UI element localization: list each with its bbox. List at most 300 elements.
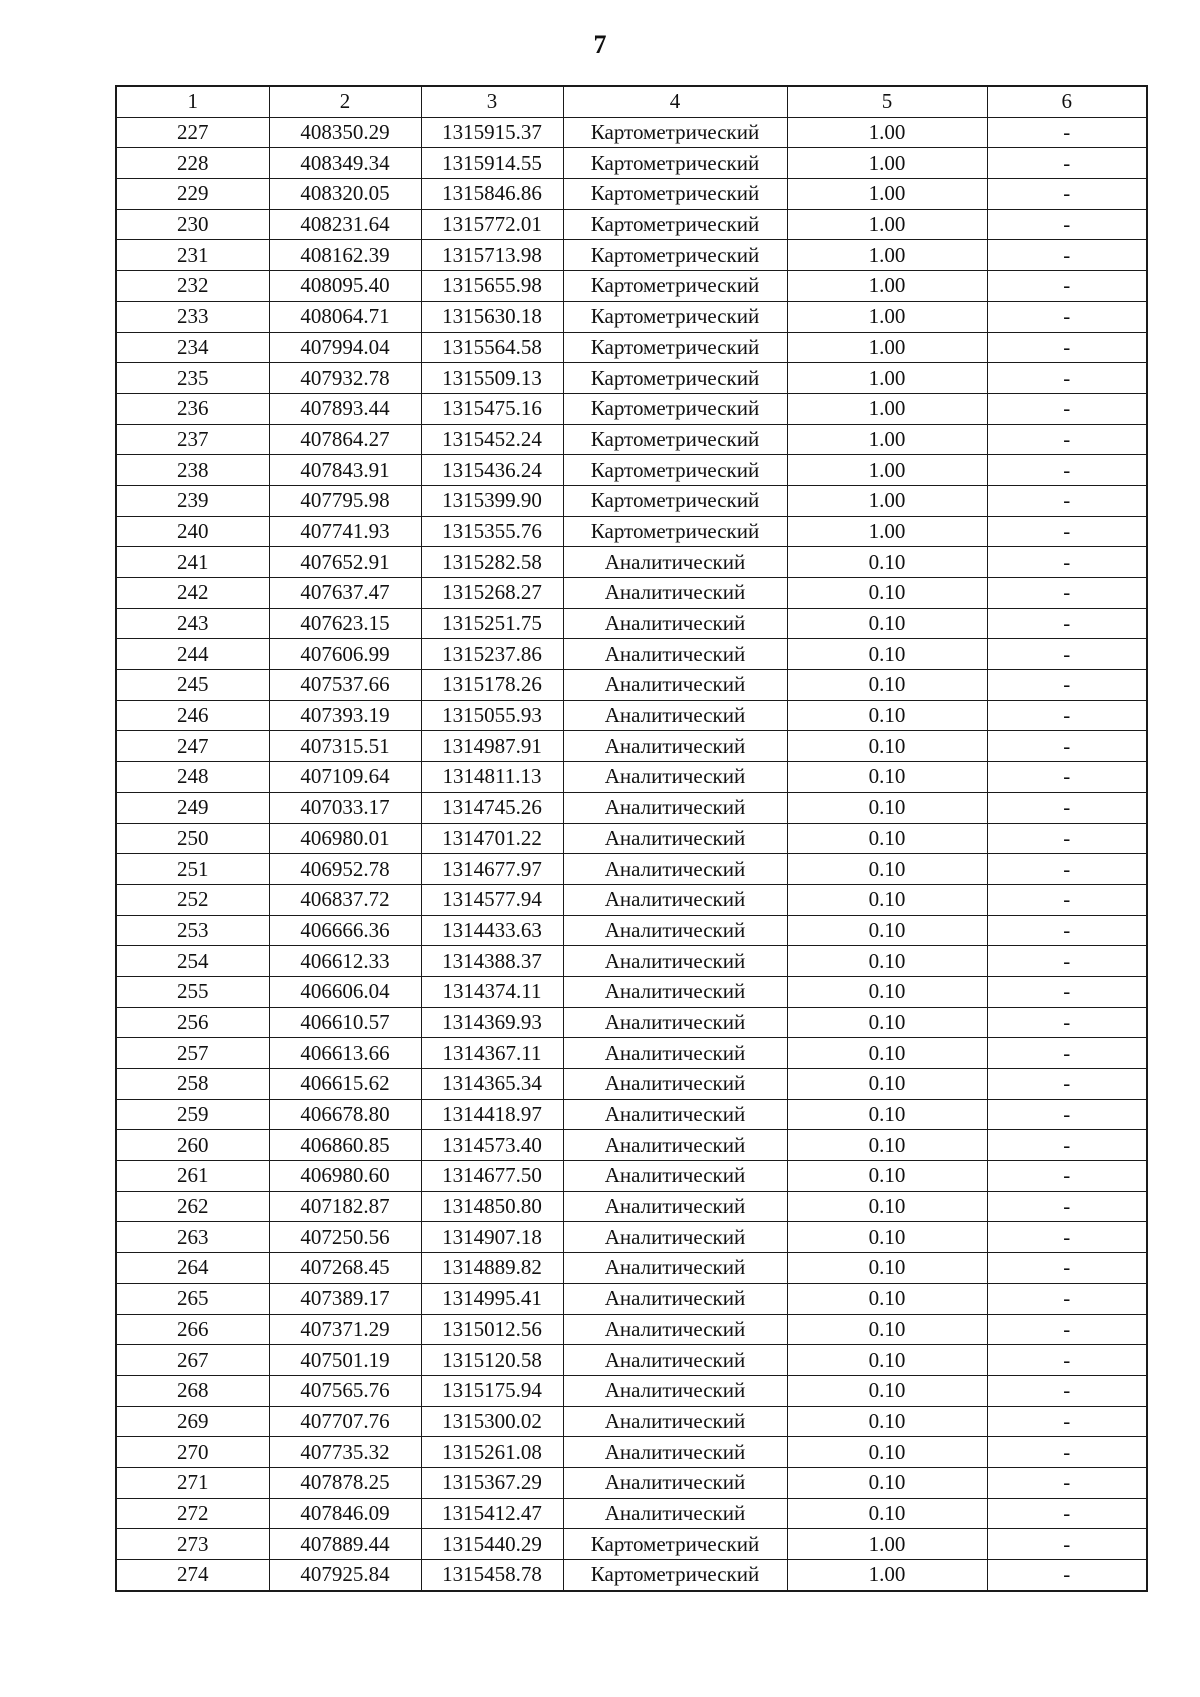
note-cell: - bbox=[987, 946, 1147, 977]
note-cell: - bbox=[987, 516, 1147, 547]
y-coordinate-cell: 1314907.18 bbox=[421, 1222, 563, 1253]
accuracy-cell: 0.10 bbox=[787, 1283, 987, 1314]
x-coordinate-cell: 407268.45 bbox=[269, 1253, 421, 1284]
accuracy-cell: 0.10 bbox=[787, 946, 987, 977]
y-coordinate-cell: 1315458.78 bbox=[421, 1560, 563, 1591]
method-cell: Аналитический bbox=[563, 1406, 787, 1437]
point-number-cell: 249 bbox=[116, 792, 269, 823]
accuracy-cell: 1.00 bbox=[787, 332, 987, 363]
note-cell: - bbox=[987, 117, 1147, 148]
note-cell: - bbox=[987, 1406, 1147, 1437]
point-number-cell: 230 bbox=[116, 209, 269, 240]
x-coordinate-cell: 408350.29 bbox=[269, 117, 421, 148]
point-number-cell: 233 bbox=[116, 301, 269, 332]
point-number-cell: 239 bbox=[116, 485, 269, 516]
accuracy-cell: 0.10 bbox=[787, 1375, 987, 1406]
note-cell: - bbox=[987, 547, 1147, 578]
note-cell: - bbox=[987, 1498, 1147, 1529]
method-cell: Аналитический bbox=[563, 915, 787, 946]
y-coordinate-cell: 1315282.58 bbox=[421, 547, 563, 578]
point-number-cell: 238 bbox=[116, 455, 269, 486]
note-cell: - bbox=[987, 301, 1147, 332]
accuracy-cell: 0.10 bbox=[787, 1253, 987, 1284]
y-coordinate-cell: 1314367.11 bbox=[421, 1038, 563, 1069]
note-cell: - bbox=[987, 424, 1147, 455]
method-cell: Картометрический bbox=[563, 209, 787, 240]
point-number-cell: 272 bbox=[116, 1498, 269, 1529]
y-coordinate-cell: 1314365.34 bbox=[421, 1069, 563, 1100]
point-number-cell: 234 bbox=[116, 332, 269, 363]
point-number-cell: 259 bbox=[116, 1099, 269, 1130]
method-cell: Картометрический bbox=[563, 148, 787, 179]
table-row bbox=[116, 1345, 1147, 1376]
method-cell: Аналитический bbox=[563, 1345, 787, 1376]
table-header-row bbox=[116, 86, 1147, 117]
point-number-cell: 236 bbox=[116, 393, 269, 424]
table-row bbox=[116, 1253, 1147, 1284]
accuracy-cell: 0.10 bbox=[787, 1161, 987, 1192]
y-coordinate-cell: 1314701.22 bbox=[421, 823, 563, 854]
x-coordinate-cell: 406606.04 bbox=[269, 976, 421, 1007]
x-coordinate-cell: 407878.25 bbox=[269, 1467, 421, 1498]
x-coordinate-cell: 407315.51 bbox=[269, 731, 421, 762]
y-coordinate-cell: 1315175.94 bbox=[421, 1375, 563, 1406]
x-coordinate-cell: 407182.87 bbox=[269, 1191, 421, 1222]
table-row bbox=[116, 1099, 1147, 1130]
method-cell: Аналитический bbox=[563, 1253, 787, 1284]
accuracy-cell: 0.10 bbox=[787, 762, 987, 793]
table-row bbox=[116, 1222, 1147, 1253]
y-coordinate-cell: 1315412.47 bbox=[421, 1498, 563, 1529]
y-coordinate-cell: 1315261.08 bbox=[421, 1437, 563, 1468]
x-coordinate-cell: 407389.17 bbox=[269, 1283, 421, 1314]
note-cell: - bbox=[987, 1099, 1147, 1130]
point-number-cell: 243 bbox=[116, 608, 269, 639]
accuracy-cell: 0.10 bbox=[787, 1099, 987, 1130]
method-cell: Аналитический bbox=[563, 1069, 787, 1100]
point-number-cell: 265 bbox=[116, 1283, 269, 1314]
note-cell: - bbox=[987, 854, 1147, 885]
y-coordinate-cell: 1314388.37 bbox=[421, 946, 563, 977]
method-cell: Аналитический bbox=[563, 762, 787, 793]
point-number-cell: 266 bbox=[116, 1314, 269, 1345]
y-coordinate-cell: 1315120.58 bbox=[421, 1345, 563, 1376]
table-row bbox=[116, 578, 1147, 609]
accuracy-cell: 1.00 bbox=[787, 516, 987, 547]
table-row bbox=[116, 1161, 1147, 1192]
method-cell: Аналитический bbox=[563, 884, 787, 915]
column-header-5: 5 bbox=[787, 86, 987, 117]
note-cell: - bbox=[987, 578, 1147, 609]
y-coordinate-cell: 1314889.82 bbox=[421, 1253, 563, 1284]
note-cell: - bbox=[987, 608, 1147, 639]
point-number-cell: 253 bbox=[116, 915, 269, 946]
x-coordinate-cell: 406666.36 bbox=[269, 915, 421, 946]
point-number-cell: 262 bbox=[116, 1191, 269, 1222]
note-cell: - bbox=[987, 240, 1147, 271]
y-coordinate-cell: 1315915.37 bbox=[421, 117, 563, 148]
table-row bbox=[116, 762, 1147, 793]
accuracy-cell: 0.10 bbox=[787, 1069, 987, 1100]
y-coordinate-cell: 1315012.56 bbox=[421, 1314, 563, 1345]
method-cell: Аналитический bbox=[563, 1099, 787, 1130]
accuracy-cell: 1.00 bbox=[787, 240, 987, 271]
method-cell: Аналитический bbox=[563, 1222, 787, 1253]
method-cell: Картометрический bbox=[563, 117, 787, 148]
y-coordinate-cell: 1315399.90 bbox=[421, 485, 563, 516]
y-coordinate-cell: 1314577.94 bbox=[421, 884, 563, 915]
point-number-cell: 255 bbox=[116, 976, 269, 1007]
y-coordinate-cell: 1314987.91 bbox=[421, 731, 563, 762]
method-cell: Аналитический bbox=[563, 578, 787, 609]
table-row bbox=[116, 363, 1147, 394]
note-cell: - bbox=[987, 1375, 1147, 1406]
note-cell: - bbox=[987, 1529, 1147, 1560]
x-coordinate-cell: 407501.19 bbox=[269, 1345, 421, 1376]
point-number-cell: 241 bbox=[116, 547, 269, 578]
x-coordinate-cell: 407250.56 bbox=[269, 1222, 421, 1253]
method-cell: Аналитический bbox=[563, 1283, 787, 1314]
x-coordinate-cell: 407623.15 bbox=[269, 608, 421, 639]
table-row bbox=[116, 117, 1147, 148]
accuracy-cell: 0.10 bbox=[787, 1314, 987, 1345]
note-cell: - bbox=[987, 639, 1147, 670]
method-cell: Аналитический bbox=[563, 976, 787, 1007]
accuracy-cell: 0.10 bbox=[787, 547, 987, 578]
x-coordinate-cell: 408162.39 bbox=[269, 240, 421, 271]
x-coordinate-cell: 407735.32 bbox=[269, 1437, 421, 1468]
y-coordinate-cell: 1315630.18 bbox=[421, 301, 563, 332]
x-coordinate-cell: 406980.60 bbox=[269, 1161, 421, 1192]
x-coordinate-cell: 408095.40 bbox=[269, 271, 421, 302]
table-row bbox=[116, 854, 1147, 885]
note-cell: - bbox=[987, 792, 1147, 823]
note-cell: - bbox=[987, 884, 1147, 915]
x-coordinate-cell: 407893.44 bbox=[269, 393, 421, 424]
table-row bbox=[116, 240, 1147, 271]
note-cell: - bbox=[987, 700, 1147, 731]
method-cell: Картометрический bbox=[563, 1529, 787, 1560]
point-number-cell: 248 bbox=[116, 762, 269, 793]
point-number-cell: 263 bbox=[116, 1222, 269, 1253]
y-coordinate-cell: 1315475.16 bbox=[421, 393, 563, 424]
method-cell: Аналитический bbox=[563, 1038, 787, 1069]
x-coordinate-cell: 407994.04 bbox=[269, 332, 421, 363]
note-cell: - bbox=[987, 1314, 1147, 1345]
note-cell: - bbox=[987, 1069, 1147, 1100]
table-row bbox=[116, 1038, 1147, 1069]
accuracy-cell: 0.10 bbox=[787, 792, 987, 823]
x-coordinate-cell: 406837.72 bbox=[269, 884, 421, 915]
point-number-cell: 229 bbox=[116, 179, 269, 210]
note-cell: - bbox=[987, 823, 1147, 854]
accuracy-cell: 0.10 bbox=[787, 731, 987, 762]
x-coordinate-cell: 406980.01 bbox=[269, 823, 421, 854]
point-number-cell: 250 bbox=[116, 823, 269, 854]
method-cell: Картометрический bbox=[563, 271, 787, 302]
table-row bbox=[116, 1069, 1147, 1100]
accuracy-cell: 0.10 bbox=[787, 1007, 987, 1038]
note-cell: - bbox=[987, 670, 1147, 701]
point-number-cell: 257 bbox=[116, 1038, 269, 1069]
method-cell: Картометрический bbox=[563, 424, 787, 455]
table-row bbox=[116, 1560, 1147, 1591]
point-number-cell: 273 bbox=[116, 1529, 269, 1560]
method-cell: Картометрический bbox=[563, 332, 787, 363]
table-row bbox=[116, 1375, 1147, 1406]
point-number-cell: 252 bbox=[116, 884, 269, 915]
y-coordinate-cell: 1315772.01 bbox=[421, 209, 563, 240]
point-number-cell: 269 bbox=[116, 1406, 269, 1437]
page-number: 7 bbox=[593, 30, 607, 59]
method-cell: Аналитический bbox=[563, 823, 787, 854]
point-number-cell: 271 bbox=[116, 1467, 269, 1498]
accuracy-cell: 1.00 bbox=[787, 393, 987, 424]
column-header-6: 6 bbox=[987, 86, 1147, 117]
table-row bbox=[116, 1283, 1147, 1314]
accuracy-cell: 1.00 bbox=[787, 1560, 987, 1591]
x-coordinate-cell: 406613.66 bbox=[269, 1038, 421, 1069]
table-row bbox=[116, 700, 1147, 731]
y-coordinate-cell: 1314677.97 bbox=[421, 854, 563, 885]
note-cell: - bbox=[987, 1253, 1147, 1284]
y-coordinate-cell: 1314374.11 bbox=[421, 976, 563, 1007]
point-number-cell: 251 bbox=[116, 854, 269, 885]
note-cell: - bbox=[987, 762, 1147, 793]
y-coordinate-cell: 1315237.86 bbox=[421, 639, 563, 670]
y-coordinate-cell: 1314573.40 bbox=[421, 1130, 563, 1161]
x-coordinate-cell: 406615.62 bbox=[269, 1069, 421, 1100]
note-cell: - bbox=[987, 455, 1147, 486]
accuracy-cell: 0.10 bbox=[787, 578, 987, 609]
x-coordinate-cell: 406678.80 bbox=[269, 1099, 421, 1130]
point-number-cell: 254 bbox=[116, 946, 269, 977]
y-coordinate-cell: 1315436.24 bbox=[421, 455, 563, 486]
note-cell: - bbox=[987, 1467, 1147, 1498]
x-coordinate-cell: 408231.64 bbox=[269, 209, 421, 240]
method-cell: Аналитический bbox=[563, 1437, 787, 1468]
table-row bbox=[116, 179, 1147, 210]
method-cell: Аналитический bbox=[563, 731, 787, 762]
table-row bbox=[116, 639, 1147, 670]
x-coordinate-cell: 406952.78 bbox=[269, 854, 421, 885]
accuracy-cell: 1.00 bbox=[787, 301, 987, 332]
method-cell: Картометрический bbox=[563, 455, 787, 486]
column-header-1: 1 bbox=[116, 86, 269, 117]
table-row bbox=[116, 393, 1147, 424]
y-coordinate-cell: 1315440.29 bbox=[421, 1529, 563, 1560]
x-coordinate-cell: 406612.33 bbox=[269, 946, 421, 977]
note-cell: - bbox=[987, 1345, 1147, 1376]
table-row bbox=[116, 884, 1147, 915]
point-number-cell: 260 bbox=[116, 1130, 269, 1161]
note-cell: - bbox=[987, 1560, 1147, 1591]
x-coordinate-cell: 407741.93 bbox=[269, 516, 421, 547]
y-coordinate-cell: 1314811.13 bbox=[421, 762, 563, 793]
table-row bbox=[116, 209, 1147, 240]
note-cell: - bbox=[987, 1222, 1147, 1253]
table-row bbox=[116, 1437, 1147, 1468]
accuracy-cell: 0.10 bbox=[787, 700, 987, 731]
table-row bbox=[116, 1007, 1147, 1038]
table-row bbox=[116, 547, 1147, 578]
point-number-cell: 240 bbox=[116, 516, 269, 547]
accuracy-cell: 0.10 bbox=[787, 1345, 987, 1376]
method-cell: Аналитический bbox=[563, 854, 787, 885]
table-row bbox=[116, 1314, 1147, 1345]
point-number-cell: 274 bbox=[116, 1560, 269, 1591]
accuracy-cell: 1.00 bbox=[787, 209, 987, 240]
table-row bbox=[116, 271, 1147, 302]
x-coordinate-cell: 407889.44 bbox=[269, 1529, 421, 1560]
table-body bbox=[116, 117, 1147, 1591]
accuracy-cell: 0.10 bbox=[787, 823, 987, 854]
table-row bbox=[116, 301, 1147, 332]
point-number-cell: 242 bbox=[116, 578, 269, 609]
method-cell: Аналитический bbox=[563, 670, 787, 701]
point-number-cell: 258 bbox=[116, 1069, 269, 1100]
x-coordinate-cell: 407843.91 bbox=[269, 455, 421, 486]
y-coordinate-cell: 1314433.63 bbox=[421, 915, 563, 946]
accuracy-cell: 0.10 bbox=[787, 884, 987, 915]
table-row bbox=[116, 608, 1147, 639]
x-coordinate-cell: 407637.47 bbox=[269, 578, 421, 609]
method-cell: Аналитический bbox=[563, 639, 787, 670]
note-cell: - bbox=[987, 332, 1147, 363]
point-number-cell: 270 bbox=[116, 1437, 269, 1468]
method-cell: Аналитический bbox=[563, 1007, 787, 1038]
y-coordinate-cell: 1315367.29 bbox=[421, 1467, 563, 1498]
y-coordinate-cell: 1315452.24 bbox=[421, 424, 563, 455]
accuracy-cell: 0.10 bbox=[787, 854, 987, 885]
point-number-cell: 231 bbox=[116, 240, 269, 271]
point-number-cell: 244 bbox=[116, 639, 269, 670]
table-row bbox=[116, 1191, 1147, 1222]
note-cell: - bbox=[987, 179, 1147, 210]
method-cell: Картометрический bbox=[563, 363, 787, 394]
method-cell: Картометрический bbox=[563, 516, 787, 547]
y-coordinate-cell: 1315846.86 bbox=[421, 179, 563, 210]
method-cell: Аналитический bbox=[563, 1161, 787, 1192]
accuracy-cell: 1.00 bbox=[787, 485, 987, 516]
accuracy-cell: 0.10 bbox=[787, 915, 987, 946]
y-coordinate-cell: 1314995.41 bbox=[421, 1283, 563, 1314]
y-coordinate-cell: 1315355.76 bbox=[421, 516, 563, 547]
x-coordinate-cell: 407846.09 bbox=[269, 1498, 421, 1529]
x-coordinate-cell: 407606.99 bbox=[269, 639, 421, 670]
accuracy-cell: 0.10 bbox=[787, 1222, 987, 1253]
note-cell: - bbox=[987, 976, 1147, 1007]
method-cell: Аналитический bbox=[563, 547, 787, 578]
point-number-cell: 232 bbox=[116, 271, 269, 302]
y-coordinate-cell: 1314850.80 bbox=[421, 1191, 563, 1222]
table-row bbox=[116, 455, 1147, 486]
table-row bbox=[116, 823, 1147, 854]
note-cell: - bbox=[987, 485, 1147, 516]
accuracy-cell: 1.00 bbox=[787, 117, 987, 148]
note-cell: - bbox=[987, 148, 1147, 179]
table-row bbox=[116, 485, 1147, 516]
point-number-cell: 237 bbox=[116, 424, 269, 455]
accuracy-cell: 0.10 bbox=[787, 639, 987, 670]
y-coordinate-cell: 1314418.97 bbox=[421, 1099, 563, 1130]
method-cell: Аналитический bbox=[563, 1191, 787, 1222]
column-header-2: 2 bbox=[269, 86, 421, 117]
y-coordinate-cell: 1314369.93 bbox=[421, 1007, 563, 1038]
method-cell: Аналитический bbox=[563, 792, 787, 823]
point-number-cell: 228 bbox=[116, 148, 269, 179]
table-row bbox=[116, 1498, 1147, 1529]
table-row bbox=[116, 792, 1147, 823]
accuracy-cell: 0.10 bbox=[787, 1437, 987, 1468]
note-cell: - bbox=[987, 731, 1147, 762]
point-number-cell: 235 bbox=[116, 363, 269, 394]
y-coordinate-cell: 1314745.26 bbox=[421, 792, 563, 823]
x-coordinate-cell: 406860.85 bbox=[269, 1130, 421, 1161]
accuracy-cell: 0.10 bbox=[787, 670, 987, 701]
x-coordinate-cell: 407109.64 bbox=[269, 762, 421, 793]
y-coordinate-cell: 1315268.27 bbox=[421, 578, 563, 609]
method-cell: Аналитический bbox=[563, 700, 787, 731]
method-cell: Аналитический bbox=[563, 608, 787, 639]
table-row bbox=[116, 332, 1147, 363]
table-row bbox=[116, 1406, 1147, 1437]
coordinates-table bbox=[115, 85, 1148, 1592]
x-coordinate-cell: 407795.98 bbox=[269, 485, 421, 516]
note-cell: - bbox=[987, 363, 1147, 394]
method-cell: Картометрический bbox=[563, 179, 787, 210]
point-number-cell: 227 bbox=[116, 117, 269, 148]
method-cell: Картометрический bbox=[563, 1560, 787, 1591]
note-cell: - bbox=[987, 1130, 1147, 1161]
accuracy-cell: 0.10 bbox=[787, 608, 987, 639]
point-number-cell: 261 bbox=[116, 1161, 269, 1192]
method-cell: Картометрический bbox=[563, 240, 787, 271]
table-row bbox=[116, 915, 1147, 946]
method-cell: Картометрический bbox=[563, 393, 787, 424]
note-cell: - bbox=[987, 209, 1147, 240]
point-number-cell: 246 bbox=[116, 700, 269, 731]
method-cell: Аналитический bbox=[563, 1375, 787, 1406]
accuracy-cell: 1.00 bbox=[787, 179, 987, 210]
accuracy-cell: 1.00 bbox=[787, 455, 987, 486]
method-cell: Картометрический bbox=[563, 485, 787, 516]
accuracy-cell: 0.10 bbox=[787, 1038, 987, 1069]
point-number-cell: 267 bbox=[116, 1345, 269, 1376]
x-coordinate-cell: 407033.17 bbox=[269, 792, 421, 823]
y-coordinate-cell: 1315713.98 bbox=[421, 240, 563, 271]
y-coordinate-cell: 1315509.13 bbox=[421, 363, 563, 394]
point-number-cell: 264 bbox=[116, 1253, 269, 1284]
method-cell: Аналитический bbox=[563, 946, 787, 977]
x-coordinate-cell: 406610.57 bbox=[269, 1007, 421, 1038]
x-coordinate-cell: 407565.76 bbox=[269, 1375, 421, 1406]
method-cell: Аналитический bbox=[563, 1467, 787, 1498]
table-row bbox=[116, 516, 1147, 547]
note-cell: - bbox=[987, 1161, 1147, 1192]
y-coordinate-cell: 1315564.58 bbox=[421, 332, 563, 363]
point-number-cell: 256 bbox=[116, 1007, 269, 1038]
y-coordinate-cell: 1314677.50 bbox=[421, 1161, 563, 1192]
x-coordinate-cell: 407864.27 bbox=[269, 424, 421, 455]
x-coordinate-cell: 407932.78 bbox=[269, 363, 421, 394]
table-row bbox=[116, 424, 1147, 455]
table-row bbox=[116, 731, 1147, 762]
table-row bbox=[116, 670, 1147, 701]
table-row bbox=[116, 946, 1147, 977]
accuracy-cell: 1.00 bbox=[787, 148, 987, 179]
point-number-cell: 247 bbox=[116, 731, 269, 762]
